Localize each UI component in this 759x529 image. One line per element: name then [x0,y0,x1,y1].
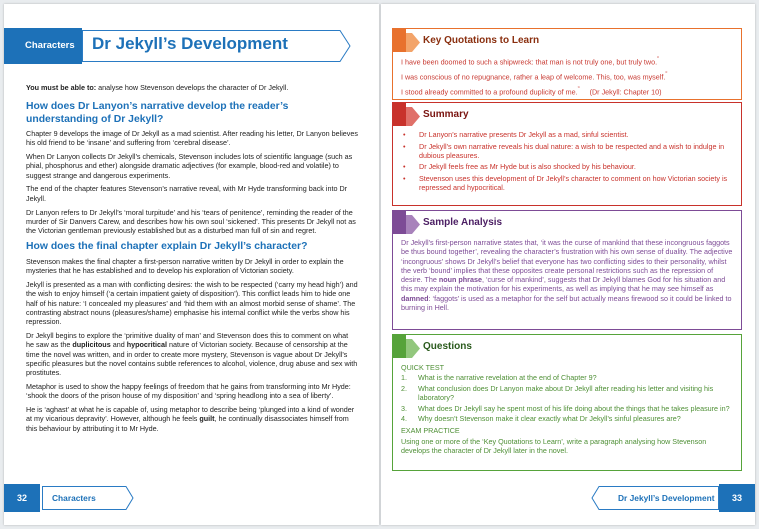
paragraph: Dr Lanyon refers to Dr Jekyll’s ‘moral turpitude’ and his ‘tears of penitence’, reminding the reader of the murder of Sir Danvers Carew, and describes how his own soul ‘sickened’. This presents Dr Jekyll not as the Victorian gentleman previously established but as a disturbed man full of sin and regret. [26,207,356,236]
exam-practice-label: EXAM PRACTICE [401,426,460,436]
box-title: Sample Analysis [423,217,503,228]
question-number: 3. [401,403,407,413]
paragraph: Chapter 9 develops the image of Dr Jekyll as a mad scientist. After reading his letter, Dr Lanyon believes his old friend to be ‘insane’ and suffering from ‘cerebral disease’. [26,129,358,148]
question-text: What does Dr Jekyll say he spent most of his life doing about the things that he takes pleasure in? [418,403,730,413]
question-number: 2. [401,383,407,393]
heading-final-chapter: How does the final chapter explain Dr Jekyll’s character? [26,241,308,253]
objective-text: analyse how Stevenson develops the character of Dr Jekyll. [96,83,289,92]
quotation [401,71,733,82]
key-quotations-box [392,28,742,100]
questions-box [392,334,742,471]
quick-test-label: QUICK TEST [401,363,444,372]
summary-box [392,102,742,206]
footer-label: Dr Jekyll’s Development [618,493,715,503]
box-header [393,335,741,359]
title-frame-tip [329,30,351,62]
box-title: Key Quotations to Learn [423,35,540,46]
question-text: What is the narrative revelation at the end of Chapter 9? [418,373,597,383]
box-body [393,359,741,459]
paragraph: The end of the chapter features Stevenson’s narrative reveal, with Mr Hyde transforming back into Dr Jekyll. [26,184,348,203]
box-body [393,235,741,316]
box-header [393,29,741,53]
sample-analysis-box [392,210,742,330]
paragraph: When Dr Lanyon collects Dr Jekyll’s chemicals, Stevenson includes lots of scientific language (such as phial, phosphorus and ether) alongside dramatic adjectives (for example, blood-red and volatile) to suggest strange and dangerous experiments. [26,152,353,180]
paragraph [26,331,358,377]
question-text: Why doesn’t Stevenson make it clear exactly what Dr Jekyll’s sinful pleasures are? [418,414,681,424]
paragraph: Stevenson makes the final chapter a first-person narrative written by Dr Jekyll in order to explain the mysteries that he has established and to develop his exploration of Victorian society. [26,256,344,276]
right-footer [591,484,755,512]
quote-source: (Dr Jekyll: Chapter 10) [589,87,662,97]
list-item: • Dr Lanyon’s narrative presents Dr Jekyll as a mad, sinful scientist. [401,130,733,139]
footer-frame-tip [120,486,134,510]
exam-practice-text: Using one or more of the ‘Key Quotations to Learn’, write a paragraph analysing how Stevenson develops the character of Dr Jekyll later in the novel. [401,436,707,455]
quotation [401,86,733,97]
question-item [401,404,733,413]
text-run: nature of Victorian society. Because of censorship at the time the novel was written, and in order to create more mystery, Stevenson is vague about Dr Jekyll’s specific pleasures but the novel contains subtle references to alcohol, violence, drug abuse and sex with prostitutes. [26,340,358,378]
paragraph [26,405,358,433]
heading-lanyon-narrative: How does Dr Lanyon’s narrative develop the reader’s understanding of Dr Jekyll? [26,101,289,125]
page-title: Dr Jekyll’s Development [92,34,288,53]
book-spread [4,4,755,525]
left-page [4,4,379,525]
box-body [393,127,741,199]
text-run: Dr Jekyll begins to explore the ‘primitive duality of man’ and Stevenson does this to comment on what he saw as the [26,331,349,350]
analysis-text [401,238,733,312]
footer-frame-tip [591,486,606,510]
text-run: : ‘faggots’ is used as a metaphor for the self but actually means firewood so it could be linked to burning in Hell. [401,293,732,313]
paragraph: Jekyll is presented as a man with conflicting desires: the wish to be respected (‘carry my head high’) and the wish to enjoy himself (‘a certain impatient gaiety of disposition’). This conflict leads him to hide one half of his nature: ‘I concealed my pleasures’ and ‘hid them with an almost morbid sense of shame’. The contrasting abstract nouns (pleasures/shame) emphasise his internal conflict while the verbs show his repression. [26,280,358,327]
text-run: and [110,340,127,350]
keyword: hypocritical [126,340,168,350]
paragraph: Metaphor is used to show the happy feelings of freedom that he gains from transforming into Mr Hyde: ‘shook the doors of the prison house of my disposition’ and ‘spring headlong into a sea of liberty’. [26,382,351,401]
learning-objective [26,83,288,92]
page-header [4,28,347,64]
section-tab: Characters [4,28,82,64]
box-marker [392,210,406,234]
text-run: , he continually disassociates himself from this behaviour by attributing it to Mr Hyde. [26,414,349,433]
keyword: guilt [199,414,215,424]
left-footer [4,484,134,512]
question-number: 1. [401,373,407,383]
text-run: He is ‘aghast’ at what he is capable of, using metaphor to describe being ‘plunged into a kind of wonder at my vicarious depravity’. However, although he feels [26,405,355,424]
keyword: noun phrase [438,275,482,285]
box-marker [392,334,406,358]
box-header [393,103,741,127]
keyword: damned [401,293,429,303]
quote-mark: ” [665,72,668,79]
question-number: 4. [401,414,407,424]
text-run: , ‘curse of mankind’, suggests that Dr Jekyll blames God for his situation and this may explain the motivation for his experiments, as well as implying that he may see himself as [401,275,726,294]
question-item [401,373,733,382]
quote-text: I stood already committed to a profound duplicity of me. [401,87,578,97]
summary-list [401,130,733,193]
list-item: • Dr Jekyll feels free as Mr Hyde but is also shocked by his behaviour. [401,162,733,171]
question-text: What conclusion does Dr Lanyon make about Dr Jekyll after reading his letter and visiting his laboratory? [418,383,714,403]
box-body [393,53,741,106]
footer-label: Characters [52,493,96,503]
question-item [401,384,733,403]
left-column [26,101,358,438]
objective-lead: You must be able to: [26,83,97,92]
list-item: • Dr Jekyll’s own narrative reveals his dual nature: a wish to be respected and a wish to indulge in dubious pleasures. [401,142,733,161]
list-item: • Stevenson uses this development of Dr Jekyll’s character to comment on how Victorian society is repressed and hypocritical. [401,174,733,193]
box-tab-icon [406,33,420,52]
box-marker [392,102,406,126]
page-number: 33 [719,484,755,512]
right-page [381,4,755,525]
box-title: Summary [423,109,469,120]
box-tab-icon [406,339,420,358]
quote-text: I was conscious of no repugnance, rather a leap of welcome. This, too, was myself. [401,72,666,82]
box-tab-icon [406,215,420,234]
keyword: duplicitous [72,340,111,350]
box-marker [392,28,406,52]
text-run: Dr Jekyll’s first-person narrative states that, ‘it was the curse of mankind that these incongruous faggots be thus bound together’, revealing the character’s frustration with his own sense of duality. The adjective ‘incongruous’ shows Dr Jekyll’s belief that everyone has two conflicting sides to their personality, whilst the verb ‘bound’ implies that these opposites create personal restrictions such as the repression of desire. The [401,238,733,285]
quick-test-list [401,373,733,423]
quote-mark: ” [657,57,660,63]
box-title: Questions [423,341,472,352]
quote-text: I have been doomed to such a shipwreck: that man is not truly one, but truly two. [401,57,658,67]
quotation [401,56,733,67]
question-item [401,414,733,423]
quote-mark: ” [577,87,580,94]
page-number: 32 [4,484,40,512]
box-header [393,211,741,235]
box-tab-icon [406,107,420,126]
